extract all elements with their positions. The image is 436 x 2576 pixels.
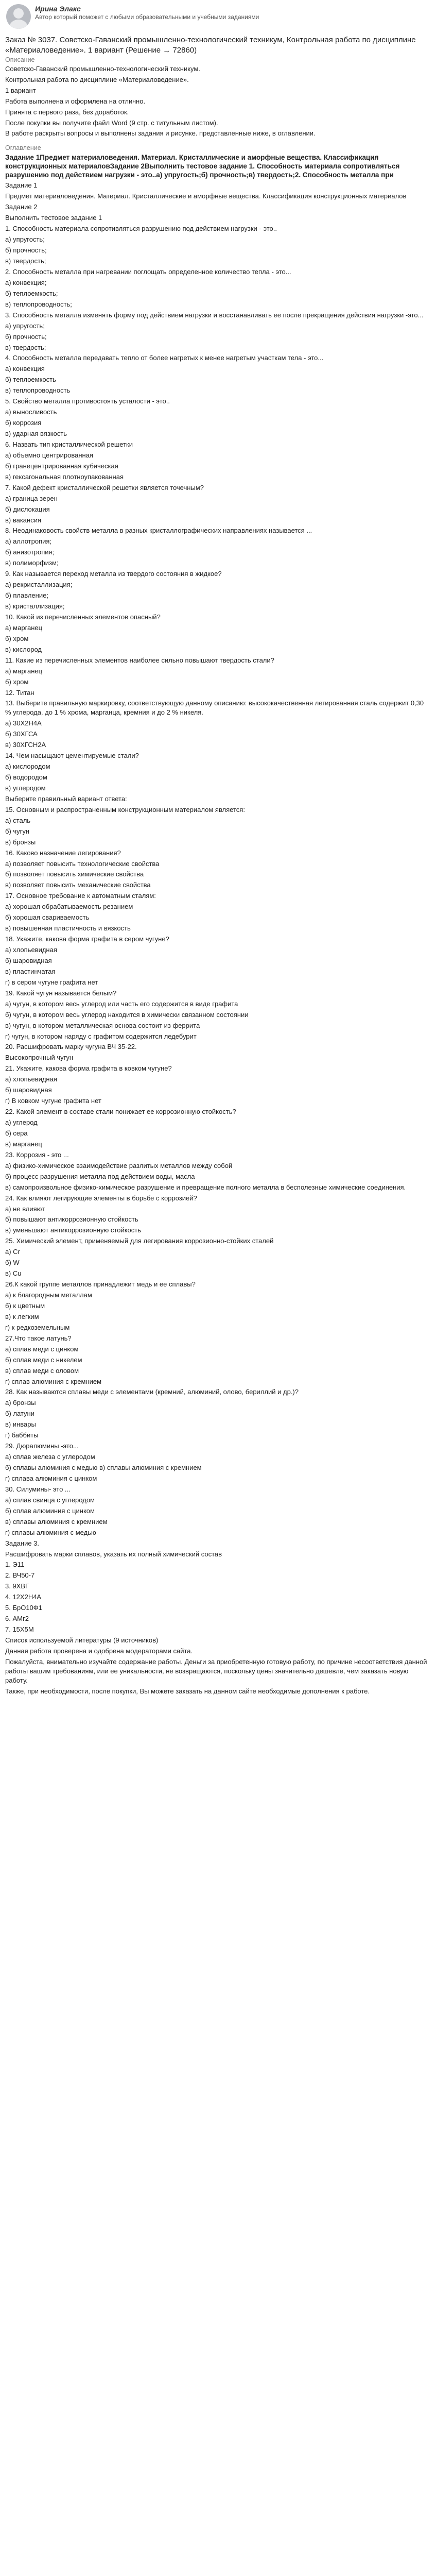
answer-option: б) повышают антикоррозионную стойкость [5,1215,138,1224]
question-line: 20. Расшифровать марку чугуна ВЧ 35-22. [5,1043,137,1051]
answer-option: б) хром [5,634,29,642]
answer-option: а) конвекция [5,365,45,373]
text-line: Предмет материаловедения. Материал. Кристаллические и аморфные вещества. Классификация конструкционных материалов [5,192,407,200]
question-line: 29. Дюралюмины -это... [5,1442,79,1450]
question-line: 7. 15Х5М [5,1625,34,1634]
text-line: Пожалуйста, внимательно изучайте содержание работы. Деньги за приобретенную готовую работу, по причине несоответствия данной работы вашим требованиям, или ее уникальности, не возвращаются, поскольку цены значительно дешевле, чем заказать новую работу. [5,1657,427,1684]
answer-option: в) пластинчатая [5,967,56,975]
author-name[interactable]: Ирина Элакс [35,5,81,13]
answer-option: а) выносливость [5,408,57,416]
author-text [35,4,259,22]
question-line: 5. Свойство металла противостоять усталости - это.. [5,397,170,405]
answer-option: б) W [5,1259,20,1267]
question-line: 27.Что такое латунь? [5,1334,72,1342]
answer-option: в) вакансия [5,516,42,524]
answer-option: а) сплав железа с углеродом [5,1453,95,1461]
answer-option: в) инвары [5,1420,36,1429]
description-line: 1 вариант [5,86,36,94]
answer-option: в) теплопроводность; [5,300,72,308]
answer-option: б) сплав алюминия с цинком [5,1506,95,1515]
answer-option: в) Cu [5,1269,22,1278]
answer-option: б) анизотропия; [5,548,55,556]
question-line: 4. 12Х2Н4А [5,1593,42,1601]
author-card [5,3,431,33]
answer-option: а) упругость; [5,235,45,244]
answer-option: г) в сером чугуне графита нет [5,978,98,986]
answer-option: б) позволяет повысить химические свойства [5,870,144,878]
description-body [5,64,431,139]
answer-option: б) прочность; [5,332,47,341]
question-line: 2. Способность металла при нагревании поглощать определенное количество тепла - это... [5,267,291,276]
answer-option: а) марганец [5,667,43,675]
question-line: 3. Способность металла изменять форму под действием нагрузки и восстанавливать ее после прекращения действия нагрузки -это... [5,311,424,319]
answer-option: в) к легким [5,1312,39,1320]
answer-option: а) сталь [5,816,31,824]
question-line: 19. Какой чугун называется белым? [5,989,117,997]
question-line: 13. Выберите правильную маркировку, соответствующую данному описанию: высококачественная легированная сталь содержит 0,30 % углерода, до 1 % хрома, марганца, кремния и до 2 % никеля. [5,699,424,717]
question-line: 18. Укажите, какова форма графита в сером чугуне? [5,935,169,943]
answer-option: в) полиморфизм; [5,559,59,567]
answer-option: г) сплавы алюминия с медью [5,1528,96,1536]
answer-option: б) шаровидная [5,1086,52,1094]
answer-option: в) сплав меди с оловом [5,1366,79,1375]
description-line: Принята с первого раза, без доработок. [5,108,129,116]
question-line: 15. Основным и распространенным конструкционным материалом является: [5,805,245,814]
answer-option: г) баббиты [5,1431,39,1439]
question-line: 3. 9ХВГ [5,1582,29,1590]
question-line: 22. Какой элемент в составе стали понижает ее коррозионную стойкость? [5,1108,236,1116]
answer-option: в) твердость; [5,257,46,265]
answer-option: а) сплав меди с цинком [5,1345,79,1353]
answer-option: б) плавление; [5,591,48,600]
question-line: 24. Как влияют легирующие элементы в борьбе с коррозией? [5,1194,197,1202]
answer-option: б) теплоемкость [5,376,56,384]
question-line: 6. Назвать тип кристаллической решетки [5,440,133,448]
text-line: Список используемой литературы (9 источников) [5,1636,159,1645]
answer-option: а) хорошая обрабатываемость резанием [5,903,133,911]
author-avatar[interactable] [6,4,31,29]
answer-option: г) чугун, в котором наряду с графитом содержится ледебурит [5,1032,197,1040]
answer-option: а) конвекция; [5,278,47,286]
text-line: Выберите правильный вариант ответа: [5,794,127,803]
answer-option: в) уменьшают антикоррозионную стойкость [5,1226,142,1234]
answer-option: в) позволяет повысить механические свойства [5,881,151,889]
answer-option: в) твердость; [5,343,46,351]
question-line: 1. Э11 [5,1561,25,1569]
answer-option: б) дислокация [5,505,50,513]
answer-option: в) самопроизвольное физико-химическое разрушение и превращение полного металла в бесполезные химические соединения. [5,1183,406,1191]
answer-option: а) упругость; [5,321,45,330]
answer-option: г) В ковком чугуне графита нет [5,1097,101,1105]
text-line: Расшифровать марки сплавов, указать их полный химический состав [5,1550,222,1558]
answer-option: г) к редкоземельным [5,1323,70,1331]
answer-option: а) сплав свинца с углеродом [5,1496,95,1504]
answer-option: а) позволяет повысить технологические свойства [5,859,160,868]
question-line: 28. Как называются сплавы меди с элементами (кремний, алюминий, олово, бериллий и др.)? [5,1388,299,1396]
answer-option: в) ударная вязкость [5,430,67,438]
text-line: Выполнить тестовое задание 1 [5,214,102,222]
answer-option: в) марганец [5,1140,42,1148]
question-line: 14. Чем насыщают цементируемые стали? [5,752,139,760]
answer-option: в) кислород [5,645,42,653]
answer-option: г) сплав алюминия с кремнием [5,1377,102,1385]
answer-option: в) углеродом [5,784,46,792]
answer-option: б) хорошая свариваемость [5,913,90,922]
answer-option: а) хлопьевидная [5,946,57,954]
answer-option: б) прочность; [5,246,47,255]
question-line: 21. Укажите, какова форма графита в ковком чугуне? [5,1064,172,1073]
answer-option: а) чугун, в котором весь углерод или часть его содержится в виде графита [5,999,238,1008]
question-line: 11. Какие из перечисленных элементов наиболее сильно повышают твердость стали? [5,656,274,664]
author-description: Автор который поможет с любыми образовательными и учебными заданиями [35,13,259,21]
answer-option: а) не влияют [5,1205,45,1213]
answer-option: а) Cr [5,1248,20,1256]
question-line: 4. Способность металла передавать тепло от более нагретых к менее нагретым участкам тела - это... [5,354,324,362]
answer-option: а) бронзы [5,1399,36,1407]
answer-option: б) сплав меди с никелем [5,1355,82,1364]
answer-option: б) сплавы алюминия с медью в) сплавы алюминия с кремнием [5,1464,202,1472]
question-line: 25. Химический элемент, применяемый для легирования коррозионно-стойких сталей [5,1237,274,1245]
answer-option: б) к цветным [5,1301,45,1310]
answer-option: в) 30XГСН2А [5,741,46,749]
answer-option: а) объемно центрированная [5,451,93,459]
answer-option: а) хлопьевидная [5,1075,57,1083]
answer-option: а) граница зерен [5,494,58,502]
question-line: 1. Способность материала сопротивляться разрушению под действием нагрузки - это.. [5,225,277,233]
answer-option: в) повышенная пластичность и вязкость [5,924,131,933]
answer-option: в) гексагональная плотноупакованная [5,472,124,481]
question-line: 6. АМг2 [5,1615,29,1623]
answer-option: а) 30X2H4A [5,719,42,727]
answer-option: б) гранецентрированная кубическая [5,462,118,470]
task-heading: Задание 3. [5,1539,40,1547]
toc-body [5,181,431,1696]
question-line: 26.К какой группе металлов принадлежит медь и ее сплавы? [5,1280,196,1289]
answer-option: а) аллотропия; [5,537,52,546]
text-line: Высокопрочный чугун [5,1054,74,1062]
question-line: 12. Титан [5,688,34,697]
task-heading: Задание 2 [5,203,38,211]
question-line: 8. Неодинаковость свойств металла в разных кристаллографических направлениях называется ... [5,527,312,535]
toc-heading: Задание 1Предмет материаловедения. Материал. Кристаллические и аморфные вещества. Классификация конструкционных материаловЗадание 2Выполнить тестовое задание 1. Способность материала сопротивляться разрушению под действием нагрузки - это..а) упругость;б) прочность;в) твердость;2. Способность металла при [5,153,400,179]
answer-option: а) рекристаллизация; [5,581,73,589]
answer-option: б) процесс разрушения металла под действием воды, масла [5,1172,195,1180]
question-line: 9. Как называется переход металла из твердого состояния в жидкое? [5,570,222,578]
answer-option: в) сплавы алюминия с кремнием [5,1517,108,1526]
description-line: В работе раскрыты вопросы и выполнены задания и рисунке. представленные ниже, в оглавлении. [5,129,316,138]
order-title: Заказ № 3037. Советско-Гаванский промышленно-технологический техникум, Контрольная работа по дисциплине «Материаловедение». 1 вариант (Решение → 72860) [5,36,416,55]
description-line: После покупки вы получите файл Word (9 стр. с титульным листом). [5,118,218,127]
answer-option: б) шаровидная [5,956,52,964]
answer-option: а) кислородом [5,762,50,771]
spacer [5,140,431,144]
answer-option: б) водородом [5,773,47,782]
answer-option: в) чугун, в котором металлическая основа состоит из феррита [5,1021,200,1029]
answer-option: б) сера [5,1129,28,1137]
question-line: 2. ВЧ50-7 [5,1571,35,1580]
task-heading: Задание 1 [5,181,38,190]
description-line: Советско-Гаванский промышленно-технологический техникум. [5,64,200,73]
answer-option: в) теплопроводность [5,386,71,395]
answer-option: б) теплоемкость; [5,289,58,297]
answer-option: б) латуни [5,1410,34,1418]
answer-option: б) 30XГСА [5,730,38,738]
question-line: 30. Силумины- это ... [5,1485,71,1493]
description-label: Описание [5,56,35,63]
answer-option: а) углерод [5,1118,38,1127]
toc-label: Оглавление [5,144,41,152]
answer-option: в) кристаллизация; [5,602,65,611]
question-line: 23. Коррозия - это ... [5,1150,69,1159]
question-line: 17. Основное требование к автоматным сталям: [5,892,156,900]
description-line: Контрольная работа по дисциплине «Материаловедение». [5,75,189,83]
answer-option: б) чугун [5,827,30,835]
answer-option: б) чугун, в котором весь углерод находится в химически связанном состоянии [5,1010,249,1019]
question-line: 5. БрО10Ф1 [5,1604,42,1612]
answer-option: б) хром [5,677,29,686]
description-line: Работа выполнена и оформлена на отлично. [5,97,146,105]
answer-option: г) сплава алюминия с цинком [5,1474,97,1482]
answer-option: а) физико-химическое взаимодействие разлитых металлов между собой [5,1161,233,1170]
text-line: Также, при необходимости, после покупки, Вы можете заказать на данном сайте необходимые дополнения к работе. [5,1687,370,1695]
answer-option: а) к благородным металлам [5,1291,92,1299]
answer-option: а) марганец [5,623,43,632]
answer-option: в) бронзы [5,838,36,846]
question-line: 7. Какой дефект кристаллической решетки является точечным? [5,483,204,492]
question-line: 16. Каково назначение легирования? [5,849,121,857]
question-line: 10. Какой из перечисленных элементов опасный? [5,613,161,621]
answer-option: б) коррозия [5,419,42,427]
text-line: Данная работа проверена и одобрена модераторами сайта. [5,1647,193,1655]
